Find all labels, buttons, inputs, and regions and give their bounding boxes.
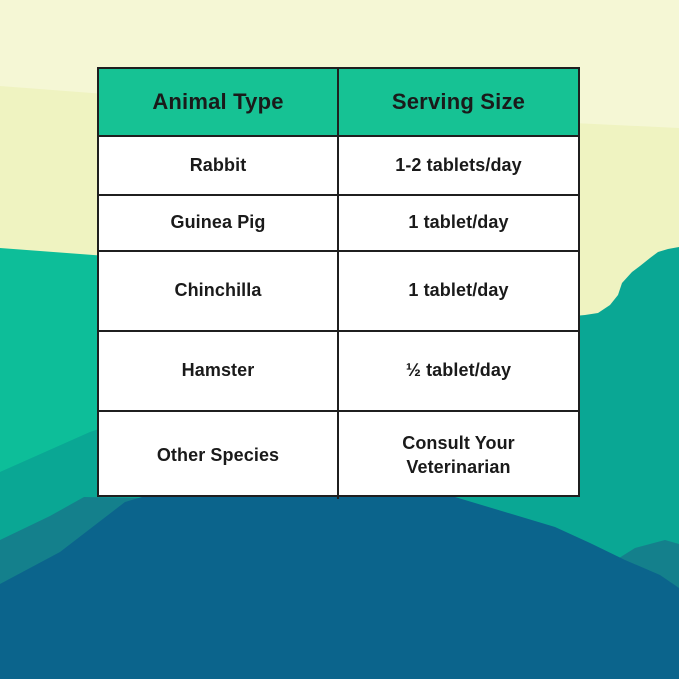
table-row-rabbit	[99, 135, 578, 194]
table-row-hamster	[99, 330, 578, 410]
serving-size-cell: 1 tablet/day	[408, 280, 509, 301]
serving-size-table	[97, 67, 580, 497]
serving-size-cell: Consult Your Veterinarian	[402, 433, 515, 477]
serving-size-cell: 1 tablet/day	[408, 212, 509, 233]
animal-type-cell: Other Species	[99, 412, 339, 499]
header-serving-size: Serving Size	[391, 88, 526, 114]
header-animal-type: Animal Type	[99, 69, 339, 135]
animal-type-cell: Chinchilla	[99, 252, 339, 330]
animal-type-cell: Rabbit	[99, 137, 339, 194]
animal-type-cell: Guinea Pig	[99, 196, 339, 250]
table-row-guinea-pig	[99, 194, 578, 250]
table-row-chinchilla	[99, 250, 578, 330]
serving-size-cell: 1-2 tablets/day	[395, 154, 522, 175]
serving-size-cell: ½ tablet/day	[405, 360, 512, 381]
animal-type-cell: Hamster	[99, 332, 339, 410]
table-header-row	[99, 69, 578, 135]
table-row-other-species	[99, 410, 578, 499]
